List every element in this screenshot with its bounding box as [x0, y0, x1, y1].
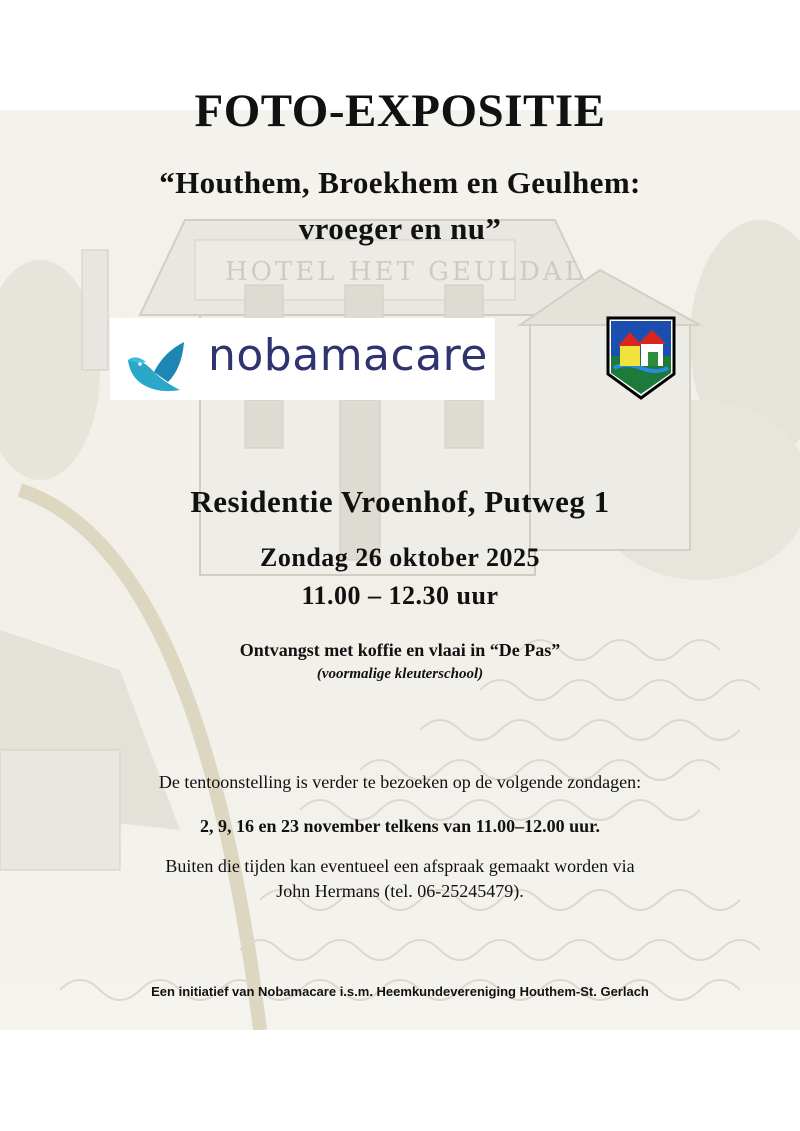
appointment-line-2: John Hermans (tel. 06-25245479). — [276, 881, 524, 901]
nobamacare-logo-text: nobamacare — [208, 330, 488, 381]
subtitle-line-2: vroeger en nu” — [298, 211, 502, 246]
footer-initiative: Een initiatief van Nobamacare i.s.m. Heemkundevereniging Houthem-St. Gerlach — [151, 984, 649, 999]
event-time: 11.00 – 12.30 uur — [301, 581, 499, 610]
poster-subtitle — [0, 160, 800, 252]
hotel-sign-text: HOTEL HET GEULDAL — [225, 257, 585, 287]
subtitle-line-1: “Houthem, Broekhem en Geulhem: — [159, 165, 641, 200]
poster-title: FOTO-EXPOSITIE — [194, 85, 606, 137]
venue-address: Residentie Vroenhof, Putweg 1 — [190, 484, 610, 519]
reception-note: (voormalige kleuterschool) — [316, 666, 484, 682]
bird-logo-icon — [124, 338, 188, 394]
appointment-info — [0, 854, 800, 904]
appointment-line-1: Buiten die tijden kan eventueel een afspraak gemaakt worden via — [165, 856, 635, 876]
reception-text: Ontvangst met koffie en vlaai in “De Pas” — [239, 640, 561, 660]
shield-houses-icon — [606, 316, 676, 400]
extra-dates: 2, 9, 16 en 23 november telkens van 11.00–12.00 uur. — [199, 816, 601, 836]
extra-dates-intro: De tentoonstelling is verder te bezoeken op de volgende zondagen: — [158, 772, 642, 792]
event-date: Zondag 26 oktober 2025 — [260, 543, 540, 572]
